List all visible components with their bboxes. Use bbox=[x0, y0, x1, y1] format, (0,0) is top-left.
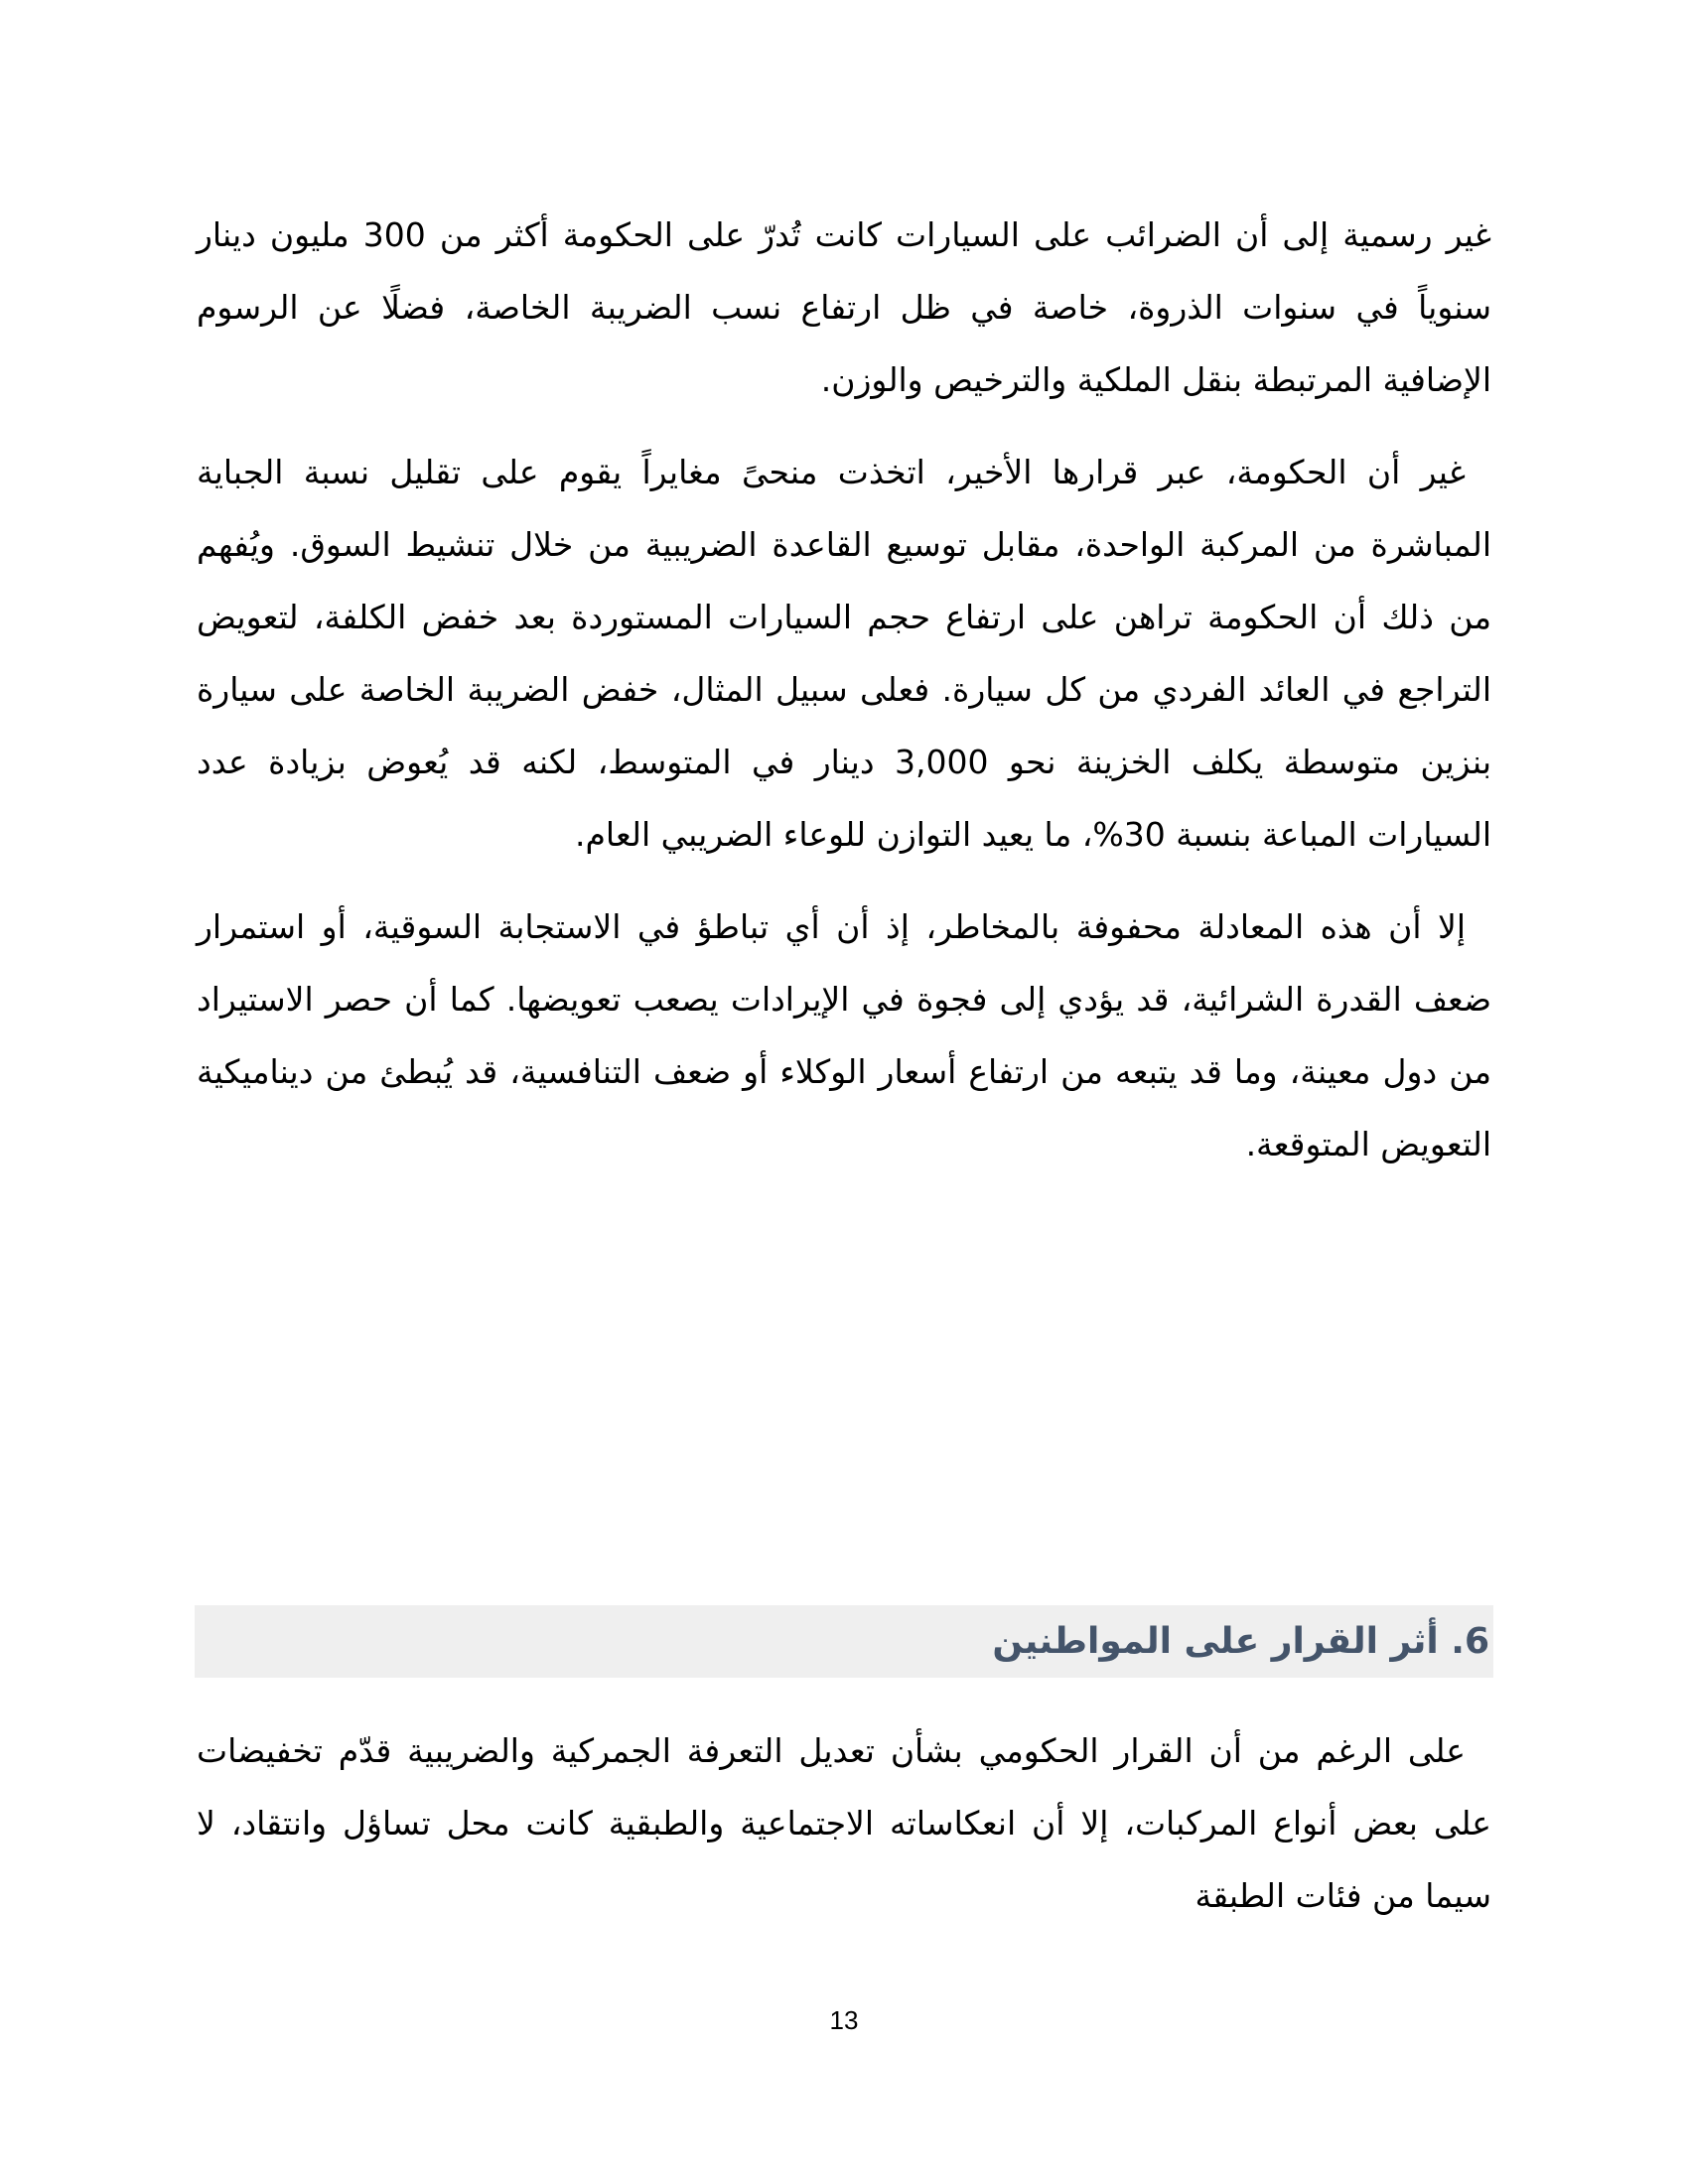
paragraph-taxes-revenue: غير رسمية إلى أن الضرائب على السيارات كانت تُدرّ على الحكومة أكثر من 300 مليون دينار سنوياً في سنوات الذروة، خاصة في ظل ارتفاع نسب الضريبة الخاصة، فضلًا عن الرسوم الإضافية المرتبطة بنقل الملكية والترخيص والوزن. bbox=[197, 215, 1491, 399]
section-heading-title: 6. أثر القرار على المواطنين bbox=[992, 1620, 1489, 1662]
document-body-bottom bbox=[197, 1714, 1491, 1932]
paragraph-impact-on-citizens: على الرغم من أن القرار الحكومي بشأن تعديل التعرفة الجمركية والضريبية قدّم تخفيضات على بعض أنواع المركبات، إلا أن انعكاساته الاجتماعية والطبقية كانت محل تساؤل وانتقاد، لا سيما من فئات الطبقة bbox=[197, 1731, 1491, 1915]
section-heading-box bbox=[195, 1605, 1493, 1678]
paragraph-risks: إلا أن هذه المعادلة محفوفة بالمخاطر، إذ أن أي تباطؤ في الاستجابة السوقية، أو استمرار ضعف القدرة الشرائية، قد يؤدي إلى فجوة في الإيرادات يصعب تعويضها. كما أن حصر الاستيراد من دول معينة، وما قد يتبعه من ارتفاع أسعار الوكلاء أو ضعف التنافسية، قد يُبطئ من ديناميكية التعويض المتوقعة. bbox=[197, 907, 1491, 1163]
document-body-top bbox=[197, 199, 1491, 1180]
paragraph-government-strategy: غير أن الحكومة، عبر قرارها الأخير، اتخذت منحىً مغايراً يقوم على تقليل نسبة الجباية المباشرة من المركبة الواحدة، مقابل توسيع القاعدة الضريبية من خلال تنشيط السوق. ويُفهم من ذلك أن الحكومة تراهن على ارتفاع حجم السيارات المستوردة بعد خفض الكلفة، لتعويض التراجع في العائد الفردي من كل سيارة. فعلى سبيل المثال، خفض الضريبة الخاصة على سيارة بنزين متوسطة يكلف الخزينة نحو 3,000 دينار في المتوسط، لكنه قد يُعوض بزيادة عدد السيارات المباعة بنسبة 30%، ما يعيد التوازن للوعاء الضريبي العام. bbox=[197, 453, 1492, 854]
page-number: 13 bbox=[829, 2005, 859, 2035]
